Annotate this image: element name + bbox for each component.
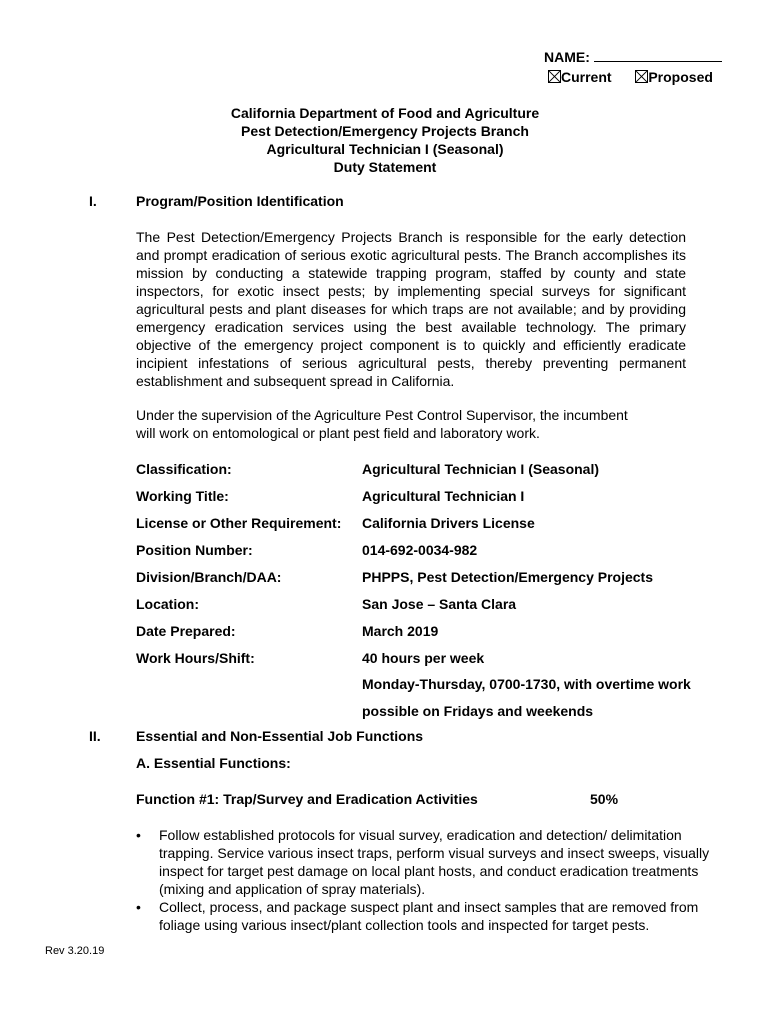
section2-number: II. [89,728,101,744]
current-checkbox[interactable] [548,70,561,83]
info-label: Division/Branch/DAA: [136,569,282,585]
supervision-line-2: will work on entomological or plant pest field and laboratory work. [136,425,540,441]
name-label: NAME: [544,49,590,65]
info-value: PHPPS, Pest Detection/Emergency Projects [362,569,653,585]
function1-bullet-list [136,826,730,934]
info-label: Working Title: [136,488,229,504]
proposed-label: Proposed [648,69,713,85]
info-row-work-hours [136,649,736,667]
info-label: Position Number: [136,542,253,558]
info-value: California Drivers License [362,515,535,531]
section2-title: Essential and Non-Essential Job Functions [136,728,424,744]
status-checkboxes [548,67,722,87]
info-label: Work Hours/Shift: [136,650,255,666]
info-row-position-number [136,541,736,559]
position-title: Agricultural Technician I (Seasonal) [266,141,504,157]
list-item: • Follow established protocols for visual survey, eradication and detection/ delimitation trapping. Service various insect traps, perform visual surveys and insect sweeps, visually inspect for target pest damage on local plant hosts, and conduct eradication treatments (mixing and application of spray materials). [136,826,730,898]
work-hours-continued-1 [136,675,736,693]
list-item: • Collect, process, and package suspect plant and insect samples that are removed from foliage using various insect/plant collection tools and inspected for target pests. [136,898,730,934]
work-hours-continued-2 [136,702,736,720]
revision-footer: Rev 3.20.19 [45,945,105,957]
program-description: The Pest Detection/Emergency Projects Branch is responsible for the early detection and prompt eradication of serious exotic agricultural pests. The Branch accomplishes its mission by conducting a statewide trapping program, staffed by county and state inspectors, for exotic insect pests; by implementing special surveys for significant agricultural pests and plant diseases for which traps are not available; and by providing emergency eradication services using the best available technology. The primary objective of the emergency project component is to quickly and efficiently eradicate incipient infestations of serious agricultural pests, thereby preventing permanent establishment and subsequent spread in California. [136,229,686,389]
info-row-license [136,514,736,532]
info-label: Classification: [136,461,232,477]
info-value: 40 hours per week [362,650,485,666]
current-label: Current [561,69,612,85]
function1-percent: 50% [590,791,619,807]
department-name: California Department of Food and Agriculture [230,105,540,121]
info-label: Location: [136,596,199,612]
supervision-paragraph [136,406,696,442]
document-title-block [0,104,770,176]
section1-title: Program/Position Identification [136,193,344,209]
info-label: Date Prepared: [136,623,236,639]
essential-functions-heading: A. Essential Functions: [136,755,291,771]
info-value: Monday-Thursday, 0700-1730, with overtime work [362,676,691,692]
branch-name: Pest Detection/Emergency Projects Branch [241,123,529,139]
info-label: License or Other Requirement: [136,515,342,531]
info-value: San Jose – Santa Clara [362,596,517,612]
name-field[interactable] [594,47,722,62]
info-value: possible on Fridays and weekends [362,703,594,719]
info-row-working-title [136,487,736,505]
name-row [544,47,722,67]
info-row-location [136,595,736,613]
name-block [544,47,722,87]
info-row-division [136,568,736,586]
proposed-checkbox[interactable] [635,70,648,83]
info-row-classification [136,460,736,478]
info-value: March 2019 [362,623,439,639]
info-row-date-prepared [136,622,736,640]
info-value: Agricultural Technician I [362,488,525,504]
info-value: 014-692-0034-982 [362,542,478,558]
supervision-line-1: Under the supervision of the Agriculture Pest Control Supervisor, the incumbent [136,407,628,423]
document-type: Duty Statement [333,159,437,175]
info-value: Agricultural Technician I (Seasonal) [362,461,600,477]
section1-number: I. [89,193,97,209]
function1-title: Function #1: Trap/Survey and Eradication Activities [136,791,478,807]
